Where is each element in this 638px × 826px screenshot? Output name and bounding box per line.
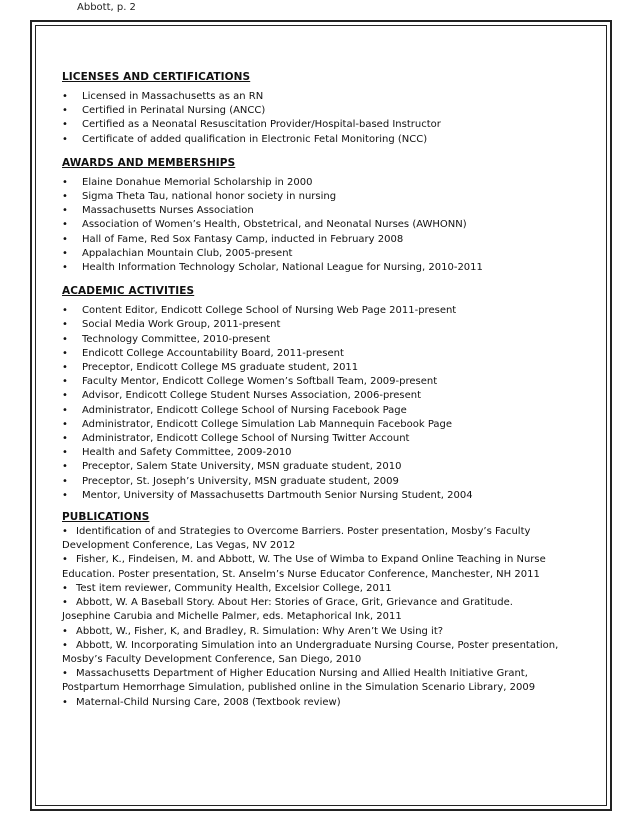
bullet-icon: • [62,390,68,402]
bullet-icon: • [62,347,68,359]
publication-line: Massachusetts Department of Higher Education Nursing and Allied Health Initiative Grant, [76,668,528,680]
list-item-text: Faculty Mentor, Endicott College Women’s Softball Team, 2009-present [82,376,438,388]
list-item-text: Association of Women’s Health, Obstetrical, and Neonatal Nurses (AWHONN) [82,219,467,231]
list-item-text: Preceptor, Salem State University, MSN graduate student, 2010 [82,461,402,473]
list-item-text: Administrator, Endicott College School of Nursing Facebook Page [82,404,407,416]
list-item-text: Massachusetts Nurses Association [82,205,254,217]
publication-item [62,596,582,624]
list-item [62,333,582,347]
section-title-academic: ACADEMIC ACTIVITIES [62,285,195,298]
list-item [62,247,582,261]
bullet-icon: • [62,554,68,566]
bullet-icon: • [62,233,68,245]
list-item [62,318,582,332]
bullet-icon: • [62,582,68,594]
list-item-text: Administrator, Endicott College School of Nursing Twitter Account [82,433,410,445]
list-item [62,432,582,446]
list-item [62,489,582,503]
publication-item [62,582,582,596]
bullet-icon: • [62,262,68,274]
bullet-icon: • [62,475,68,487]
bullet-icon: • [62,319,68,331]
list-item [62,204,582,218]
academic-section [62,285,582,503]
bullet-icon: • [62,526,68,538]
list-item-text: Preceptor, St. Joseph’s University, MSN graduate student, 2009 [82,475,399,487]
publication-line: Fisher, K., Findeisen, M. and Abbott, W. The Use of Wimba to Expand Online Teaching in Nurse [76,554,546,566]
publication-line: Abbott, W., Fisher, K, and Bradley, R. Simulation: Why Aren’t We Using it? [76,625,444,637]
list-item-text: Endicott College Accountability Board, 2011-present [82,347,344,359]
list-item [62,475,582,489]
publication-line: Test item reviewer, Community Health, Excelsior College, 2011 [76,582,392,594]
publication-item [62,667,582,695]
section-title-licenses: LICENSES AND CERTIFICATIONS [62,71,251,83]
list-item [62,90,582,104]
list-item [62,176,582,190]
licenses-list [62,90,582,147]
list-item [62,404,582,418]
list-item [62,389,582,403]
list-item [62,347,582,361]
bullet-icon: • [62,489,68,501]
section-title-awards: AWARDS AND MEMBERSHIPS [62,156,236,169]
list-item [62,460,582,474]
list-item [62,375,582,389]
publication-line: Abbott, W. A Baseball Story. About Her: Stories of Grace, Grit, Grievance and Gratitude. [76,597,513,609]
publication-item [62,639,582,667]
list-item [62,446,582,460]
bullet-icon: • [62,461,68,473]
publication-item [62,625,582,639]
publication-line: Identification of and Strategies to Overcome Barriers. Poster presentation, Mosby’s Faculty [76,526,531,538]
bullet-icon: • [62,433,68,445]
bullet-icon: • [62,418,68,430]
bullet-icon: • [62,119,68,131]
publication-line: Development Conference, Las Vegas, NV 2012 [62,540,296,552]
licenses-section [62,71,582,147]
list-item [62,233,582,247]
publication-line: Josephine Carubia and Michelle Palmer, eds. Metaphorical Ink, 2011 [62,611,402,623]
publication-line: Mosby’s Faculty Development Conference, San Diego, 2010 [62,653,362,665]
list-item-text: Preceptor, Endicott College MS graduate student, 2011 [82,362,359,374]
list-item-text: Certified as a Neonatal Resuscitation Provider/Hospital-based Instructor [82,119,441,131]
list-item [62,104,582,118]
running-head: Abbott, p. 2 [77,2,136,13]
list-item-text: Certified in Perinatal Nursing (ANCC) [82,105,266,117]
section-title-publications: PUBLICATIONS [62,511,150,524]
list-item-text: Health Information Technology Scholar, National League for Nursing, 2010-2011 [82,262,483,274]
list-item [62,133,582,147]
bullet-icon: • [62,597,68,609]
publications-list [62,525,582,710]
bullet-icon: • [62,404,68,416]
resume-content [62,71,582,718]
bullet-icon: • [62,91,68,102]
list-item [62,361,582,375]
publication-line: Education. Poster presentation, St. Anselm’s Nurse Educator Conference, Manchester, NH 2011 [62,568,540,580]
list-item-text: Administrator, Endicott College Simulation Lab Mannequin Facebook Page [82,418,453,430]
list-item-text: Content Editor, Endicott College School of Nursing Web Page 2011-present [82,305,457,317]
bullet-icon: • [62,247,68,259]
bullet-icon: • [62,191,68,203]
bullet-icon: • [62,696,68,708]
list-item-text: Hall of Fame, Red Sox Fantasy Camp, inducted in February 2008 [82,233,404,245]
bullet-icon: • [62,668,68,680]
list-item [62,218,582,232]
list-item-text: Social Media Work Group, 2011-present [82,319,281,331]
publication-line: Abbott, W. Incorporating Simulation into an Undergraduate Nursing Course, Poster presentation, [76,639,559,651]
bullet-icon: • [62,133,68,145]
publication-item [62,525,582,553]
bullet-icon: • [62,333,68,345]
publication-line: Postpartum Hemorrhage Simulation, published online in the Simulation Scenario Library, 2009 [62,682,536,694]
list-item-text: Health and Safety Committee, 2009-2010 [82,447,292,459]
bullet-icon: • [62,219,68,231]
publication-item [62,696,582,710]
list-item [62,118,582,132]
bullet-icon: • [62,376,68,388]
academic-list [62,304,582,503]
list-item-text: Sigma Theta Tau, national honor society in nursing [82,191,337,203]
list-item-text: Licensed in Massachusetts as an RN [82,91,264,102]
bullet-icon: • [62,305,68,317]
bullet-icon: • [62,176,68,188]
list-item-text: Technology Committee, 2010-present [82,333,271,345]
list-item [62,190,582,204]
list-item [62,261,582,275]
list-item [62,418,582,432]
bullet-icon: • [62,639,68,651]
list-item-text: Elaine Donahue Memorial Scholarship in 2000 [82,176,313,188]
awards-section [62,157,582,275]
bullet-icon: • [62,105,68,117]
list-item [62,304,582,318]
publications-section [62,511,582,710]
awards-list [62,176,582,275]
bullet-icon: • [62,205,68,217]
publication-line: Maternal-Child Nursing Care, 2008 (Textbook review) [76,696,341,708]
list-item-text: Certificate of added qualification in Electronic Fetal Monitoring (NCC) [82,133,428,145]
list-item-text: Appalachian Mountain Club, 2005-present [82,247,293,259]
bullet-icon: • [62,447,68,459]
publication-item [62,553,582,581]
bullet-icon: • [62,362,68,374]
bullet-icon: • [62,625,68,637]
list-item-text: Advisor, Endicott College Student Nurses Association, 2006-present [82,390,422,402]
list-item-text: Mentor, University of Massachusetts Dartmouth Senior Nursing Student, 2004 [82,489,473,501]
